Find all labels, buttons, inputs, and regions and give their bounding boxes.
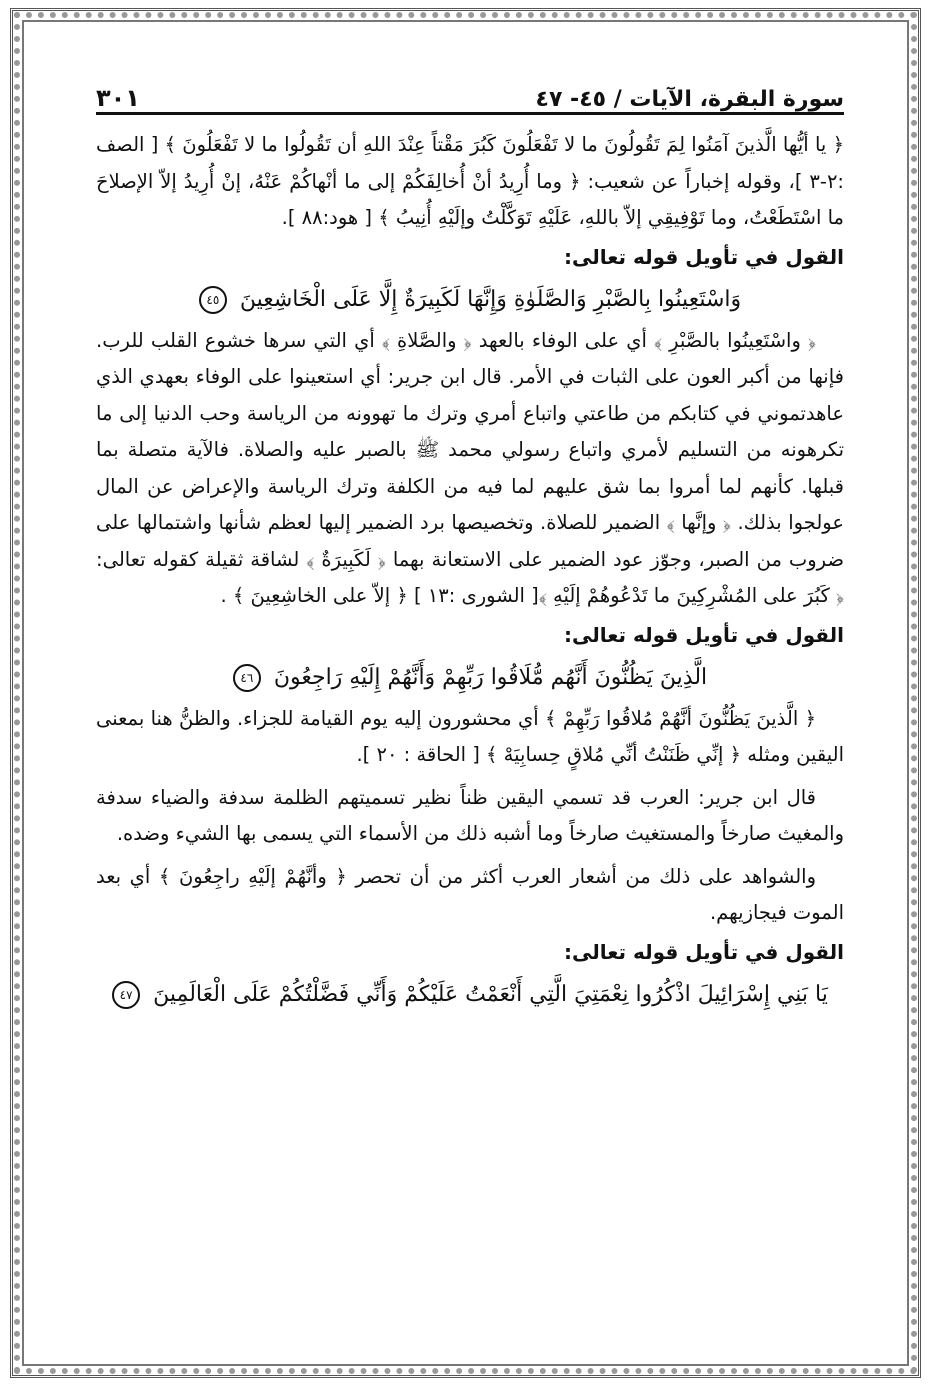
verse-number-badge: ٤٦ bbox=[233, 664, 261, 692]
running-header bbox=[96, 60, 844, 115]
paragraph-tafsir: ﴿ واسْتَعِينُوا بالصَّبْرِ ﴾ أي على الوفاء بالعهد ﴿ والصَّلاةِ ﴾ أي التي سرها خشوع القلب للرب. فإنها من أكبر العون على الثبات في الأمر. قال ابن جرير: أي استعينوا على الوفاء بعهدي الذي عاهدتموني في كتابكم من طاعتي واتباع أمري وترك ما تهوونه من الرياسة وحب الدنيا إلى ما تكرهونه من التسليم لأمري واتباع رسولي محمد ﷺ بالصبر عليه والصلاة. فالآية متصلة بما قبلها. كأنهم لما أمروا بما شق عليهم لما فيه من الكلفة وترك الرياسة والإعراض عن المال عولجوا بذلك. ﴿ وإنَّها ﴾ الضمير للصلاة. وتخصيصها برد الضمير إليها لعظم شأنها واشتمالها على ضروب من الصبر، وجوّز عود الضمير على الاستعانة بهما ﴿ لَكَبِيرَةٌ ﴾ لشاقة ثقيلة كقوله تعالى: ﴿ كَبُرَ على المُشْرِكِينَ ما تَدْعُوهُمْ إلَيْهِ ﴾[ الشورى :١٣ ] ﴿ إلاّ على الخاشِعِينَ ﴾ . bbox=[96, 328, 844, 607]
quran-verse bbox=[96, 972, 844, 1018]
quran-verse bbox=[96, 655, 844, 701]
quran-verse bbox=[96, 277, 844, 323]
book-page bbox=[96, 60, 844, 1340]
paragraph-quran-citation: ﴿ يا أيُّها الَّذينَ آمَنُوا لِمَ تَقُولُونَ ما لا تَفْعَلُونَ كَبُرَ مَقْتاً عِنْدَ اللهِ أن تَقُولُوا ما لا تَفْعَلُونَ ﴾ [ الصف :٢-٣ ]، وقوله إخباراً عن شعيب: ﴿ وما أُرِيدُ أنْ أُخالِفَكُمْ إلى ما أنْهاكُمْ عَنْهُ، إنْ أُرِيدُ إلاّ الإصلاحَ ما اسْتَطَعْتُ، وما تَوْفِيقِي إلاّ باللهِ، عَلَيْهِ تَوَكَّلْتُ وإلَيْهِ أُنِيبُ ﴾ [ هود:٨٨ ]. bbox=[96, 133, 844, 229]
page-number: ٣٠١ bbox=[96, 84, 140, 112]
verse-number-badge: ٤٧ bbox=[112, 981, 140, 1009]
paragraph-ibn-jarir: قال ابن جرير: العرب قد تسمي اليقين ظناً نظير تسميتهم الظلمة سدفة والضياء سدفة والمغيث صارخاً والمستغيث صارخاً وما أشبه ذلك من الأسماء التي يسمى بها الشيء وضده. bbox=[96, 785, 844, 845]
section-heading: القول في تأويل قوله تعالى: bbox=[564, 939, 844, 964]
paragraph-tafsir: ﴿ الَّذينَ يَظُنُّونَ أنَّهُمْ مُلاقُوا رَبِّهِمْ ﴾ أي محشورون إليه يوم القيامة للجزاء. والظنُّ هنا بمعنى اليقين ومثله ﴿ إنِّي ظَنَنْتُ أنِّي مُلاقٍ حِسابِيَهْ ﴾ [ الحاقة : ٢٠ ]. bbox=[96, 706, 844, 766]
surah-title: سورة البقرة، الآيات / ٤٥- ٤٧ bbox=[535, 87, 844, 112]
verse-text: الَّذِينَ يَظُنُّونَ أَنَّهُم مُّلَاقُوا رَبِّهِمْ وَأَنَّهُمْ إِلَيْهِ رَاجِعُونَ bbox=[273, 664, 708, 690]
section-heading: القول في تأويل قوله تعالى: bbox=[564, 622, 844, 647]
paragraph-shawahid: والشواهد على ذلك من أشعار العرب أكثر من أن تحصر ﴿ وأنَّهُمْ إلَيْهِ راجِعُونَ ﴾ أي بعد الموت فيجازيهم. bbox=[96, 864, 844, 924]
verse-text: وَاسْتَعِينُوا بِالصَّبْرِ وَالصَّلَوٰةِ وَإِنَّهَا لَكَبِيرَةٌ إِلَّا عَلَى الْخَاشِعِينَ bbox=[239, 286, 742, 312]
section-heading: القول في تأويل قوله تعالى: bbox=[564, 244, 844, 269]
verse-number-badge: ٤٥ bbox=[199, 286, 227, 314]
verse-text: يَا بَنِي إِسْرَائِيلَ اذْكُرُوا نِعْمَتِيَ الَّتِي أَنْعَمْتُ عَلَيْكُمْ وَأَنِّي فَضَّلْتُكُمْ عَلَى الْعَالَمِينَ bbox=[153, 981, 828, 1007]
